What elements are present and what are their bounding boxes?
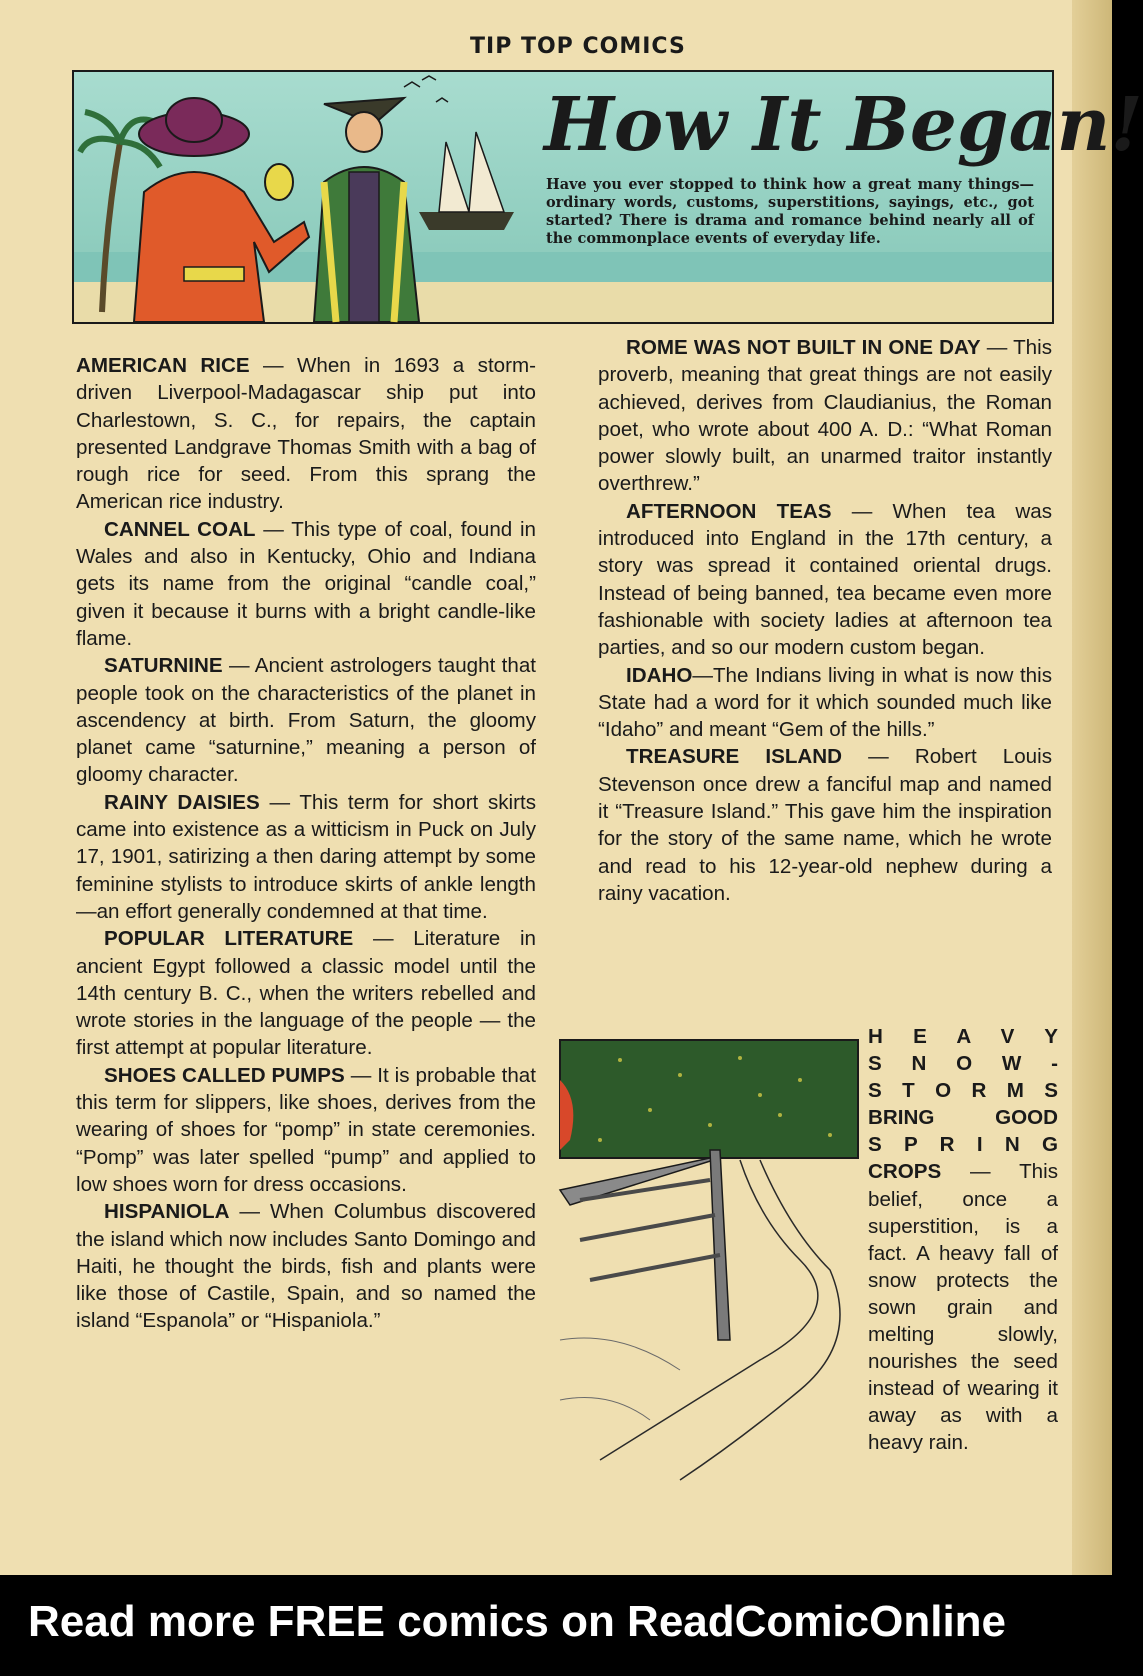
entry-text: —The Indians living in what is now this State had a word for it which sounded much like “Idaho” and meant “Gem of the hills.” xyxy=(598,663,1052,742)
entry-heading: AFTERNOON TEAS xyxy=(626,499,832,523)
snow-heading-line: S P R I N G xyxy=(868,1133,1058,1157)
snow-heading-tail: CROPS xyxy=(868,1160,942,1184)
entry-heading: HISPANIOLA xyxy=(104,1200,230,1224)
left-column xyxy=(76,352,536,1335)
entry-heading: SATURNINE xyxy=(104,654,223,678)
entry-heading: IDAHO xyxy=(626,663,693,687)
how-it-began-banner xyxy=(72,70,1143,324)
entry-text: — When in 1693 a storm-driven Liverpool-Madagascar ship put into Charlestown, S. C., for repairs, the captain presented Landgrave Thomas Smith with a bag of rough rice for seed. From this sprang the American rice industry. xyxy=(76,354,536,514)
snow-heading-line: S N O W - xyxy=(868,1052,1058,1076)
footer-text: Read more FREE comics on ReadComicOnline xyxy=(28,1597,1007,1646)
banner-illustration xyxy=(74,72,544,322)
entry-hispaniola xyxy=(76,1198,536,1334)
entry-afternoon-teas xyxy=(598,498,1052,662)
snow-entry xyxy=(868,1023,1058,1457)
entry-text: — Ancient astrologers taught that people took on the characteristics of the planet in ascendency at birth. From Saturn, the gloomy planet came “saturnine,” meaning a person of gloomy character. xyxy=(76,654,536,787)
snow-body xyxy=(868,1158,1058,1456)
entry-treasure-island xyxy=(598,743,1052,907)
entry-heading: CANNEL COAL xyxy=(104,517,256,541)
page-edge xyxy=(1072,0,1112,1575)
entry-american-rice xyxy=(76,352,536,516)
snow-text: — This belief, once a superstition, is a fact. A heavy fall of snow protects the sown grain and melting slowly, nourishes the seed instead of wearing it away as with a heavy rain. xyxy=(868,1160,1058,1455)
entry-text: — This type of coal, found in Wales and also in Kentucky, Ohio and Indiana gets its name from the original “candle coal,” given it because it burns with a bright candle-like flame. xyxy=(76,517,536,650)
entry-heading: SHOES CALLED PUMPS xyxy=(104,1063,345,1087)
entry-text: — This term for short skirts came into existence as a witticism in Puck on July 17, 1901, satirizing a then daring attempt by some feminine stylists to introduce skirts of ankle length —an effort generally condemned at that time. xyxy=(76,790,536,923)
snow-heading-line: H E A V Y xyxy=(868,1025,1058,1048)
entry-heading: RAINY DAISIES xyxy=(104,790,260,814)
entry-text: — Robert Louis Stevenson once drew a fanciful map and named it “Treasure Island.” This gave him the inspiration for the story of the same name, which he wrote and read to his 12-year-old nephew during a rainy vacation. xyxy=(598,745,1052,905)
entry-idaho xyxy=(598,662,1052,744)
entry-rainy-daisies xyxy=(76,789,536,925)
entry-text: — When Columbus discovered the island which now includes Santo Domingo and Haiti, he thought the birds, fish and plants were like those of Castile, Spain, and so named the island “Espanola” or “Hispaniola.” xyxy=(76,1200,536,1333)
snowy-field-illustration xyxy=(560,1040,858,1480)
entry-text: — This proverb, meaning that great things are not easily achieved, derives from Claudianius, the Roman poet, who wrote about 400 A. D.: “What Roman power slowly built, an unarmed traitor instantly overthrew.” xyxy=(598,336,1052,496)
banner-intro: Have you ever stopped to think how a great many things—ordinary words, customs, superstitions, sayings, etc., got started? There is drama and romance behind nearly all of the commonplace events of everyday life. xyxy=(546,176,1034,247)
entry-rome xyxy=(598,334,1052,498)
entry-cannel-coal xyxy=(76,516,536,652)
entry-text: — When tea was introduced into England in the 17th century, a story was spread it contained oriental drugs. Instead of being banned, tea became even more fashionable with society ladies at afternoon tea parties, and so our modern custom began. xyxy=(598,499,1052,660)
entry-heading: TREASURE ISLAND xyxy=(626,745,843,769)
page-header: TIP TOP COMICS xyxy=(470,34,686,59)
entry-heading: ROME WAS NOT BUILT IN ONE DAY xyxy=(626,336,981,359)
snow-heading-line: S T O R M S xyxy=(868,1079,1058,1103)
entry-heading: POPULAR LITERATURE xyxy=(104,927,354,951)
entry-saturnine xyxy=(76,652,536,788)
snow-heading-line: BRING GOOD xyxy=(868,1106,1058,1130)
entry-heading: AMERICAN RICE xyxy=(76,354,250,377)
banner-title: How It Began! xyxy=(544,82,1143,168)
footer-banner xyxy=(0,1575,1112,1676)
entry-popular-literature xyxy=(76,925,536,1061)
entry-text: — It is probable that this term for slippers, like shoes, derives from the wearing of shoes for “pomp” in state ceremonies. “Pomp” was later spelled “pump” and applied to low shoes worn for dress occasions. xyxy=(76,1063,536,1196)
entry-text: — Literature in ancient Egypt followed a classic model until the 14th century B. C., when the writers rebelled and wrote stories in the language of the people — the first attempt at popular literature. xyxy=(76,927,536,1060)
right-column xyxy=(598,334,1052,907)
entry-shoes-called-pumps xyxy=(76,1062,536,1198)
